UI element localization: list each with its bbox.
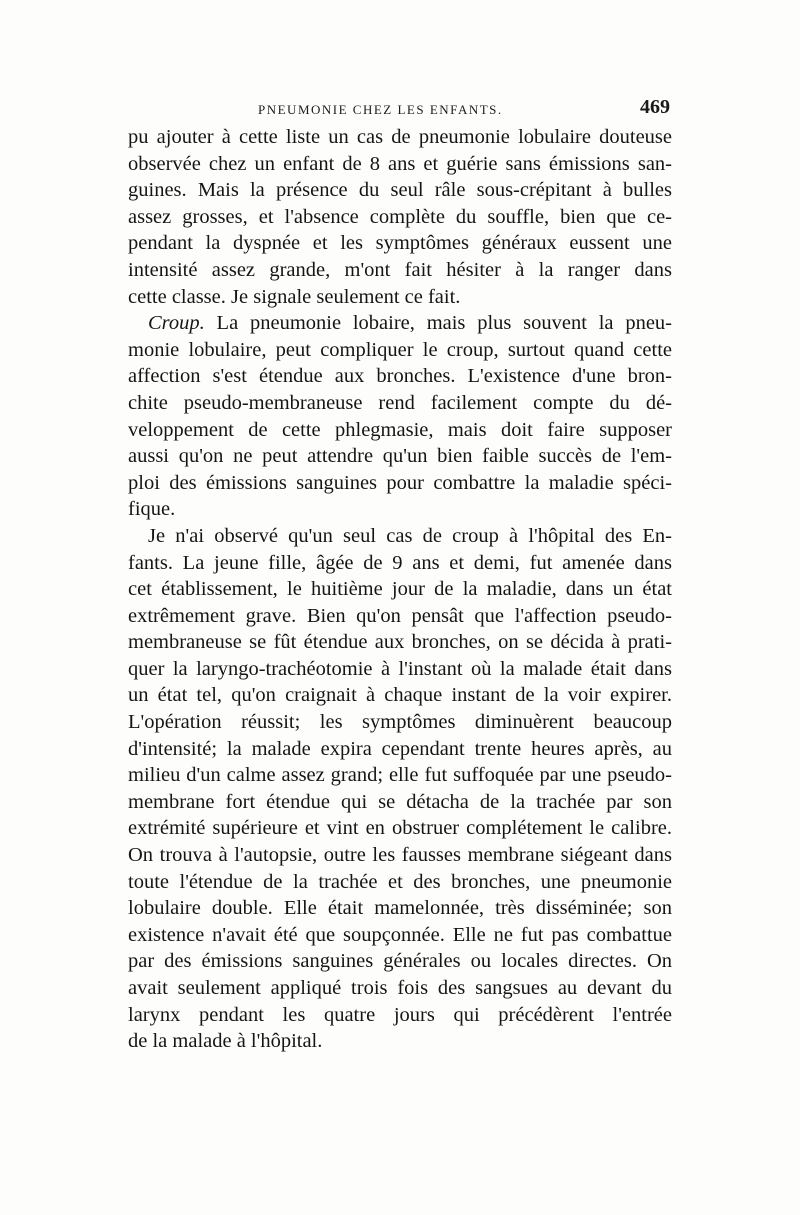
text-line	[128, 310, 672, 337]
body-text	[128, 124, 672, 1055]
text-line: membraneuse se fût étendue aux bronches, on se décida à prati-	[128, 631, 672, 654]
text-line: aussi qu'on ne peut attendre qu'un bien faible succès de l'em-	[128, 445, 672, 468]
text-line: monie lobulaire, peut compliquer le croup, surtout quand cette	[128, 338, 672, 361]
text-line: veloppement de cette phlegmasie, mais doit faire supposer	[128, 418, 672, 441]
text-fragment: La pneumonie lobaire, mais plus souvent la pneu-	[204, 312, 672, 335]
text-line: intensité assez grande, m'ont fait hésiter à la ranger dans	[128, 258, 672, 281]
text-line: fants. La jeune fille, âgée de 9 ans et demi, fut amenée dans	[128, 551, 672, 574]
text-line: quer la laryngo-trachéotomie à l'instant où la malade était dans	[128, 657, 672, 680]
text-line: Je n'ai observé qu'un seul cas de croup à l'hôpital des En-	[148, 524, 672, 547]
text-line: lobulaire double. Elle était mamelonnée, très disséminée; son	[128, 897, 672, 920]
text-line: extrémité supérieure et vint en obstruer complétement le calibre.	[128, 817, 672, 840]
section-lead: Croup.	[148, 312, 205, 335]
text-line: guines. Mais la présence du seul râle sous-crépitant à bulles	[128, 179, 672, 202]
text-line: L'opération réussit; les symptômes diminuèrent beaucoup	[128, 711, 672, 734]
text-line: On trouva à l'autopsie, outre les fausses membrane siégeant dans	[128, 844, 672, 867]
paragraph-3	[128, 523, 672, 1055]
page-header	[128, 96, 670, 124]
text-line: chite pseudo-membraneuse rend facilement compte du dé-	[128, 391, 672, 414]
text-line: existence n'avait été que soupçonnée. Elle ne fut pas combattue	[128, 923, 672, 946]
text-line: de la malade à l'hôpital.	[128, 1030, 323, 1053]
text-line: assez grosses, et l'absence complète du souffle, bien que ce-	[128, 205, 672, 228]
text-line: fique.	[128, 498, 176, 521]
text-line: cet établissement, le huitième jour de la maladie, dans un état	[128, 578, 672, 601]
text-line: larynx pendant les quatre jours qui précédèrent l'entrée	[128, 1003, 672, 1026]
running-title: PNEUMONIE CHEZ LES ENFANTS.	[258, 102, 503, 117]
text-line: pendant la dyspnée et les symptômes généraux eussent une	[128, 232, 672, 255]
text-line: d'intensité; la malade expira cependant trente heures après, au	[128, 737, 672, 760]
text-line: pu ajouter à cette liste un cas de pneumonie lobulaire douteuse	[128, 126, 672, 148]
page-number: 469	[640, 96, 670, 118]
text-line: ploi des émissions sanguines pour combattre la maladie spéci-	[128, 471, 672, 494]
text-line: extrêmement grave. Bien qu'on pensât que l'affection pseudo-	[128, 604, 672, 627]
text-line: affection s'est étendue aux bronches. L'existence d'une bron-	[128, 365, 672, 388]
text-line: avait seulement appliqué trois fois des sangsues au devant du	[128, 977, 672, 999]
paragraph-1	[128, 124, 672, 310]
text-line: par des émissions sanguines générales ou locales directes. On	[128, 950, 672, 973]
text-line: observée chez un enfant de 8 ans et guérie sans émissions san-	[128, 152, 672, 175]
text-line: un état tel, qu'on craignait à chaque instant de la voir expirer.	[128, 684, 672, 707]
paragraph-2	[128, 310, 672, 523]
text-line: membrane fort étendue qui se détacha de la trachée par son	[128, 790, 672, 813]
text-line: cette classe. Je signale seulement ce fait.	[128, 285, 461, 308]
text-line: milieu d'un calme assez grand; elle fut suffoquée par une pseudo-	[128, 764, 672, 787]
text-line: toute l'étendue de la trachée et des bronches, une pneumonie	[128, 870, 672, 893]
